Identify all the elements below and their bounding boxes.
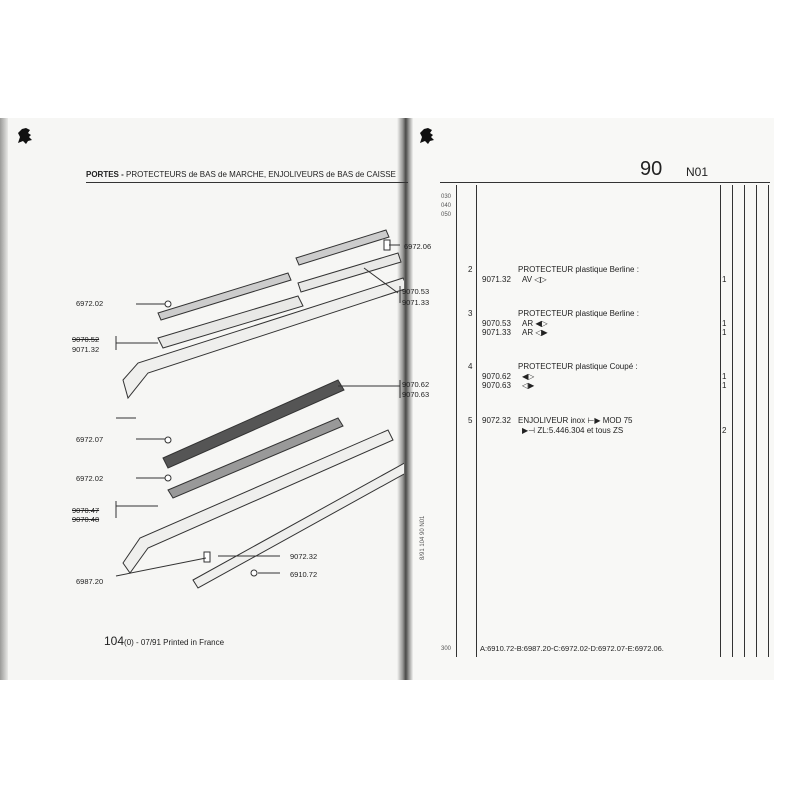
entry-2-row-1-sym: AV ◁▷ — [522, 275, 547, 284]
label-9070-52: 9070.52 — [72, 335, 100, 344]
right-header-rule — [440, 182, 770, 183]
entry-4-row-1-sym: ◀▷ — [522, 372, 535, 381]
entry-4-row-2-sym: ◁▶ — [522, 381, 535, 390]
bottom-code: 300 — [441, 646, 452, 652]
label-9070-62: 9070.62 — [402, 380, 430, 389]
entry-4-index: 4 — [468, 362, 473, 371]
entry-5-row-1-qty: 2 — [722, 426, 727, 435]
entry-3-title: PROTECTEUR plastique Berline : — [518, 309, 639, 318]
label-9070-47: 9070.47 — [72, 506, 100, 515]
footer-refs: A:6910.72-B:6987.20-C:6972.02-D:6972.07-E:6972.06. — [480, 644, 664, 653]
label-9071-33: 9071.33 — [402, 298, 430, 307]
grid-line-1 — [456, 185, 457, 657]
grid-line-2 — [476, 185, 477, 657]
label-6972-06: 6972.06 — [404, 242, 432, 251]
entry-2-row-1-qty: 1 — [722, 275, 727, 284]
entry-2-title: PROTECTEUR plastique Berline : — [518, 265, 639, 274]
entry-4-row-2-qty: 1 — [722, 381, 727, 390]
entry-5-index: 5 — [468, 416, 473, 425]
entry-2-row-1-ref: 9071.32 — [482, 275, 511, 284]
side-code-1: 030 — [441, 194, 452, 200]
screw-6910-72 — [251, 570, 257, 576]
entry-2-index: 2 — [468, 265, 473, 274]
grid-line-4 — [732, 185, 733, 657]
header-title: PROTECTEURS de BAS de MARCHE, ENJOLIVEURS de BAS de CAISSE — [126, 170, 396, 179]
entry-5-title: ENJOLIVEUR inox ⊢▶ MOD 75 — [518, 416, 633, 425]
grid-line-3 — [720, 185, 721, 657]
entry-5-ref: 9072.32 — [482, 416, 511, 425]
clip-6972-02b — [165, 475, 171, 481]
page-suffix: (0) - 07/91 Printed in France — [124, 638, 225, 647]
header-prefix: PORTES - — [86, 170, 124, 179]
entry-3-row-2-qty: 1 — [722, 328, 727, 337]
label-6972-07: 6972.07 — [76, 435, 104, 444]
page-number: 104 — [104, 634, 125, 648]
entry-3-row-2-sym: AR ◁▶ — [522, 328, 548, 337]
label-9070-53: 9070.53 — [402, 287, 430, 296]
vertical-ref: 8/91 104 90 N01 — [420, 515, 426, 560]
entry-3-row-2-ref: 9071.33 — [482, 328, 511, 337]
grid-line-7 — [768, 185, 769, 657]
section-number: 90 — [640, 158, 663, 180]
entry-5-row-1-sym: ▶⊣ ZL:5.446.304 et tous ZS — [522, 426, 624, 435]
side-code-3: 050 — [441, 212, 452, 218]
label-9070-48: 9070.48 — [72, 515, 100, 524]
label-6972-02-bottom: 6972.02 — [76, 474, 104, 483]
peugeot-lion-logo-right — [416, 125, 438, 147]
section-code: N01 — [686, 165, 709, 179]
entry-3-index: 3 — [468, 309, 473, 318]
label-9072-32: 9072.32 — [290, 552, 318, 561]
entry-4-title: PROTECTEUR plastique Coupé : — [518, 362, 638, 371]
protector-9070-47 — [168, 418, 343, 498]
label-9070-63: 9070.63 — [402, 390, 430, 399]
label-6987-20: 6987.20 — [76, 577, 104, 586]
side-code-2: 040 — [441, 203, 452, 209]
left-footer — [104, 632, 224, 650]
clip-6987-20 — [204, 552, 210, 562]
label-6910-72: 6910.72 — [290, 570, 318, 579]
label-6972-02-top: 6972.02 — [76, 299, 104, 308]
left-page-edge — [0, 118, 8, 680]
label-9071-32: 9071.32 — [72, 345, 100, 354]
entry-4-row-1-ref: 9070.62 — [482, 372, 511, 381]
clip-6972-07 — [165, 437, 171, 443]
right-page — [404, 118, 774, 680]
entry-3-row-1-qty: 1 — [722, 319, 727, 328]
exploded-parts-diagram — [8, 118, 404, 680]
grid-line-6 — [756, 185, 757, 657]
entry-4-row-2-ref: 9070.63 — [482, 381, 511, 390]
clip-6972-02a — [165, 301, 171, 307]
entry-3-row-1-ref: 9070.53 — [482, 319, 511, 328]
grid-line-5 — [744, 185, 745, 657]
entry-4-row-1-qty: 1 — [722, 372, 727, 381]
entry-3-row-1-sym: AR ◀▷ — [522, 319, 548, 328]
